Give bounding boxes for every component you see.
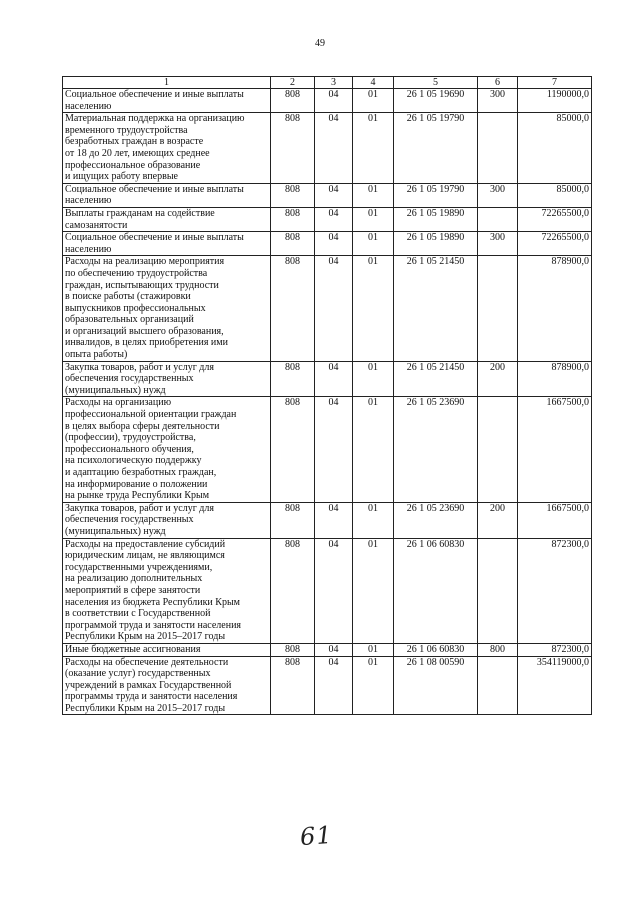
row-amount: 1667500,0 bbox=[518, 502, 592, 538]
table-row bbox=[63, 538, 592, 643]
row-code-5: 26 1 05 21450 bbox=[394, 361, 478, 397]
row-code-3: 04 bbox=[315, 89, 353, 113]
row-name: Расходы на организацию профессиональной ориентации граждан в целях выбора сферы деятельности (профессии), трудоустройства, профессионального обучения, на психологическую поддержку и адаптацию безработных граждан, на информирование о положении на рынке труда Республики Крым bbox=[63, 397, 271, 502]
row-code-2: 808 bbox=[271, 397, 315, 502]
row-name: Расходы на обеспечение деятельности (оказание услуг) государственных учреждений в рамках Государственной программы труда и занятости населения Республики Крым на 2015–2017 годы bbox=[63, 656, 271, 715]
row-code-5: 26 1 05 19690 bbox=[394, 89, 478, 113]
column-header: 1 bbox=[63, 77, 271, 89]
row-code-3: 04 bbox=[315, 256, 353, 361]
row-code-2: 808 bbox=[271, 113, 315, 184]
row-amount: 85000,0 bbox=[518, 113, 592, 184]
row-code-4: 01 bbox=[353, 183, 394, 207]
table-row bbox=[63, 113, 592, 184]
table-row bbox=[63, 656, 592, 715]
row-code-3: 04 bbox=[315, 502, 353, 538]
row-code-5: 26 1 05 23690 bbox=[394, 502, 478, 538]
row-code-2: 808 bbox=[271, 207, 315, 231]
row-name: Социальное обеспечение и иные выплаты населению bbox=[63, 232, 271, 256]
row-code-3: 04 bbox=[315, 656, 353, 715]
row-code-5: 26 1 05 19890 bbox=[394, 207, 478, 231]
row-code-6: 300 bbox=[478, 183, 518, 207]
row-code-6: 800 bbox=[478, 643, 518, 656]
column-header: 3 bbox=[315, 77, 353, 89]
row-code-6 bbox=[478, 207, 518, 231]
row-amount: 354119000,0 bbox=[518, 656, 592, 715]
row-code-4: 01 bbox=[353, 89, 394, 113]
row-name: Материальная поддержка на организацию временного трудоустройства безработных граждан в возрасте от 18 до 20 лет, имеющих среднее профессиональное образование и ищущих работу впервые bbox=[63, 113, 271, 184]
table-row bbox=[63, 207, 592, 231]
row-code-4: 01 bbox=[353, 232, 394, 256]
row-code-5: 26 1 06 60830 bbox=[394, 538, 478, 643]
row-code-3: 04 bbox=[315, 232, 353, 256]
column-header: 4 bbox=[353, 77, 394, 89]
row-code-6: 300 bbox=[478, 89, 518, 113]
row-name: Закупка товаров, работ и услуг для обеспечения государственных (муниципальных) нужд bbox=[63, 361, 271, 397]
row-amount: 872300,0 bbox=[518, 643, 592, 656]
row-amount: 72265500,0 bbox=[518, 207, 592, 231]
row-code-5: 26 1 05 21450 bbox=[394, 256, 478, 361]
row-amount: 1667500,0 bbox=[518, 397, 592, 502]
row-amount: 872300,0 bbox=[518, 538, 592, 643]
row-name: Расходы на предоставление субсидий юридическим лицам, не являющимся государственными учреждениями, на реализацию дополнительных мероприятий в сфере занятости населения из бюджета Республики Крым в соответствии с Государственной программой труда и занятости населения Республики Крым на 2015–2017 годы bbox=[63, 538, 271, 643]
table-row bbox=[63, 89, 592, 113]
row-amount: 878900,0 bbox=[518, 361, 592, 397]
row-name: Закупка товаров, работ и услуг для обеспечения государственных (муниципальных) нужд bbox=[63, 502, 271, 538]
row-code-6 bbox=[478, 538, 518, 643]
row-code-2: 808 bbox=[271, 89, 315, 113]
table-row bbox=[63, 361, 592, 397]
row-name: Социальное обеспечение и иные выплаты населению bbox=[63, 183, 271, 207]
table-row bbox=[63, 256, 592, 361]
row-code-4: 01 bbox=[353, 207, 394, 231]
row-code-5: 26 1 08 00590 bbox=[394, 656, 478, 715]
row-code-2: 808 bbox=[271, 256, 315, 361]
table-row bbox=[63, 643, 592, 656]
row-name: Расходы на реализацию мероприятия по обеспечению трудоустройства граждан, испытывающих трудности в поиске работы (стажировки выпускников профессиональных образовательных организаций и организаций высшего образования, инвалидов, в целях приобретения ими опыта работы) bbox=[63, 256, 271, 361]
row-code-6: 300 bbox=[478, 232, 518, 256]
row-code-5: 26 1 05 19790 bbox=[394, 183, 478, 207]
row-code-4: 01 bbox=[353, 502, 394, 538]
row-code-3: 04 bbox=[315, 207, 353, 231]
row-amount: 878900,0 bbox=[518, 256, 592, 361]
row-code-2: 808 bbox=[271, 183, 315, 207]
row-code-4: 01 bbox=[353, 397, 394, 502]
row-code-4: 01 bbox=[353, 361, 394, 397]
row-name: Выплаты гражданам на содействие самозанятости bbox=[63, 207, 271, 231]
row-code-2: 808 bbox=[271, 361, 315, 397]
table-row bbox=[63, 232, 592, 256]
row-code-2: 808 bbox=[271, 538, 315, 643]
row-code-2: 808 bbox=[271, 643, 315, 656]
row-name: Иные бюджетные ассигнования bbox=[63, 643, 271, 656]
row-code-6: 200 bbox=[478, 361, 518, 397]
row-code-3: 04 bbox=[315, 113, 353, 184]
row-code-4: 01 bbox=[353, 256, 394, 361]
row-code-5: 26 1 05 19890 bbox=[394, 232, 478, 256]
row-code-3: 04 bbox=[315, 538, 353, 643]
page-number: 49 bbox=[315, 38, 325, 49]
table-row bbox=[63, 502, 592, 538]
row-amount: 1190000,0 bbox=[518, 89, 592, 113]
row-code-3: 04 bbox=[315, 397, 353, 502]
column-header: 5 bbox=[394, 77, 478, 89]
row-code-6 bbox=[478, 256, 518, 361]
row-code-4: 01 bbox=[353, 538, 394, 643]
row-code-6 bbox=[478, 113, 518, 184]
table-header-row bbox=[63, 77, 592, 89]
column-header: 6 bbox=[478, 77, 518, 89]
row-code-2: 808 bbox=[271, 502, 315, 538]
row-code-5: 26 1 06 60830 bbox=[394, 643, 478, 656]
column-header: 7 bbox=[518, 77, 592, 89]
row-code-5: 26 1 05 23690 bbox=[394, 397, 478, 502]
row-code-3: 04 bbox=[315, 643, 353, 656]
row-code-2: 808 bbox=[271, 232, 315, 256]
row-code-6: 200 bbox=[478, 502, 518, 538]
budget-table bbox=[62, 76, 592, 715]
row-amount: 72265500,0 bbox=[518, 232, 592, 256]
column-header: 2 bbox=[271, 77, 315, 89]
row-code-6 bbox=[478, 656, 518, 715]
table-row bbox=[63, 183, 592, 207]
row-code-6 bbox=[478, 397, 518, 502]
row-code-4: 01 bbox=[353, 643, 394, 656]
row-code-4: 01 bbox=[353, 113, 394, 184]
row-code-3: 04 bbox=[315, 183, 353, 207]
row-name: Социальное обеспечение и иные выплаты населению bbox=[63, 89, 271, 113]
row-code-5: 26 1 05 19790 bbox=[394, 113, 478, 184]
table-row bbox=[63, 397, 592, 502]
handwritten-page-number: 61 bbox=[299, 820, 334, 852]
row-amount: 85000,0 bbox=[518, 183, 592, 207]
row-code-2: 808 bbox=[271, 656, 315, 715]
row-code-3: 04 bbox=[315, 361, 353, 397]
row-code-4: 01 bbox=[353, 656, 394, 715]
